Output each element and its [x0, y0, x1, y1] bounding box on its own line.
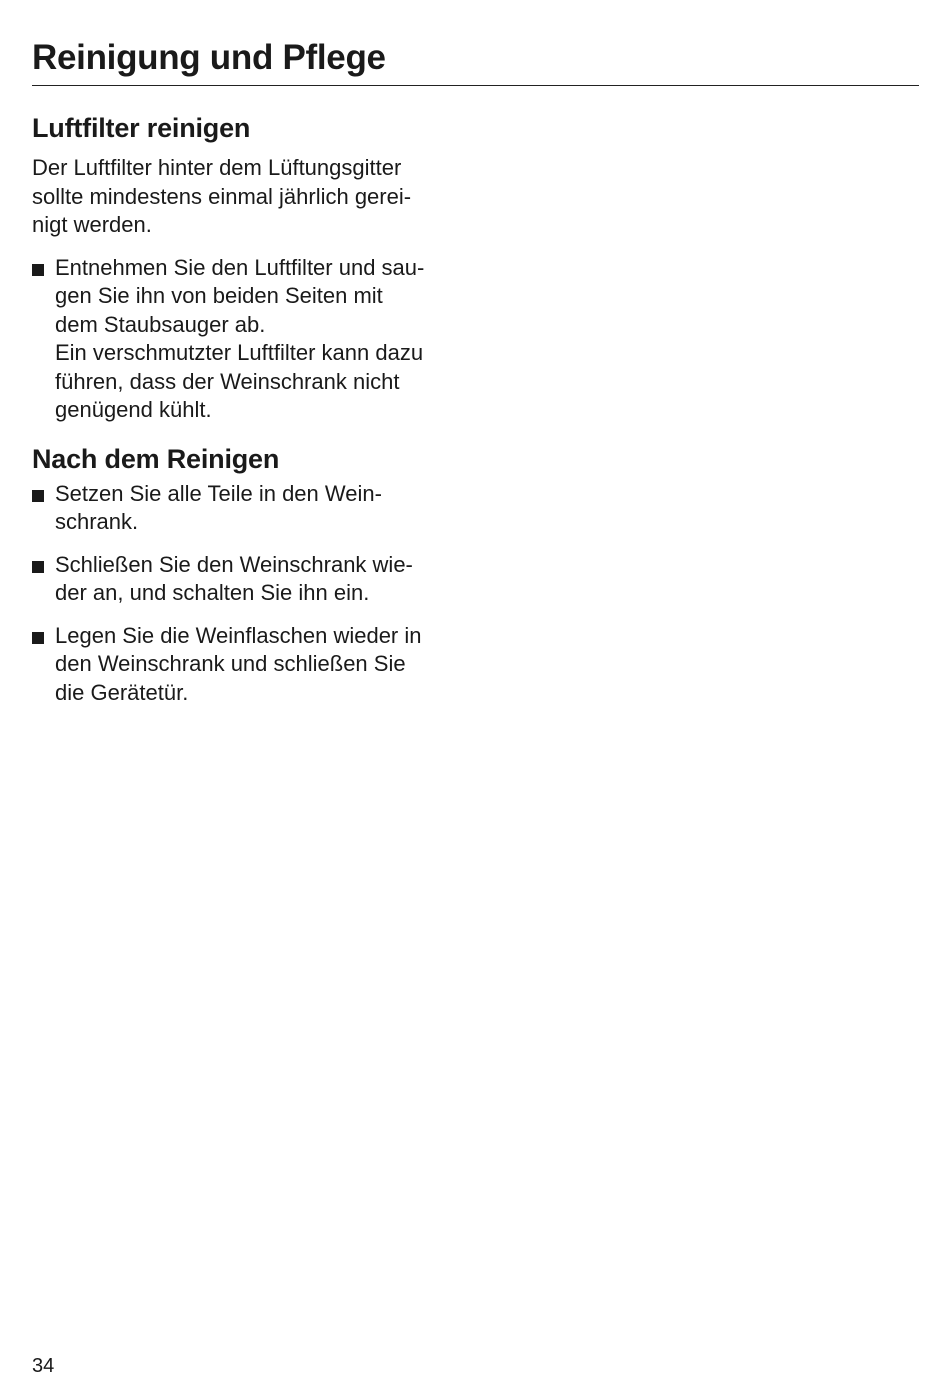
text-line: gen Sie ihn von beiden Seiten mit: [55, 283, 383, 308]
text-line: den Weinschrank und schließen Sie: [55, 651, 406, 676]
filter-intro-paragraph: [32, 154, 472, 240]
after-cleaning-steps-list: [32, 480, 472, 708]
text-line: Legen Sie die Weinflaschen wieder in: [55, 622, 422, 648]
square-bullet-icon: [32, 490, 44, 502]
text-line: führen, dass der Weinschrank nicht: [55, 368, 400, 394]
text-line: genügend kühlt.: [55, 397, 212, 422]
title-divider: [32, 85, 919, 86]
square-bullet-icon: [32, 632, 44, 644]
content-column: [32, 108, 472, 707]
list-item: [32, 254, 472, 425]
square-bullet-icon: [32, 561, 44, 573]
text-line: schrank.: [55, 509, 139, 534]
list-item: [32, 480, 472, 537]
text-line: Der Luftfilter hinter dem Lüftungsgitter: [32, 155, 402, 180]
section-heading-filter: Luftfilter reinigen: [32, 113, 251, 143]
text-line: Ein verschmutzter Luftfilter kann dazu: [55, 340, 424, 365]
square-bullet-icon: [32, 264, 44, 276]
text-line: Entnehmen Sie den Luftfilter und sau-: [55, 254, 425, 280]
filter-steps-list: [32, 254, 472, 425]
section-heading-after-cleaning: Nach dem Reinigen: [32, 443, 280, 474]
page-title: Reinigung und Pflege: [32, 38, 386, 77]
text-line: Setzen Sie alle Teile in den Wein-: [55, 480, 382, 506]
page-number: 34: [32, 1355, 55, 1377]
text-line: sollte mindestens einmal jährlich gerei-: [32, 183, 412, 209]
text-line: dem Staubsauger ab.: [55, 311, 266, 337]
list-item: [32, 551, 472, 608]
list-item: [32, 622, 472, 708]
text-line: der an, und schalten Sie ihn ein.: [55, 580, 370, 605]
text-line: die Gerätetür.: [55, 679, 189, 705]
text-line: nigt werden.: [32, 212, 152, 237]
text-line: Schließen Sie den Weinschrank wie-: [55, 551, 413, 577]
